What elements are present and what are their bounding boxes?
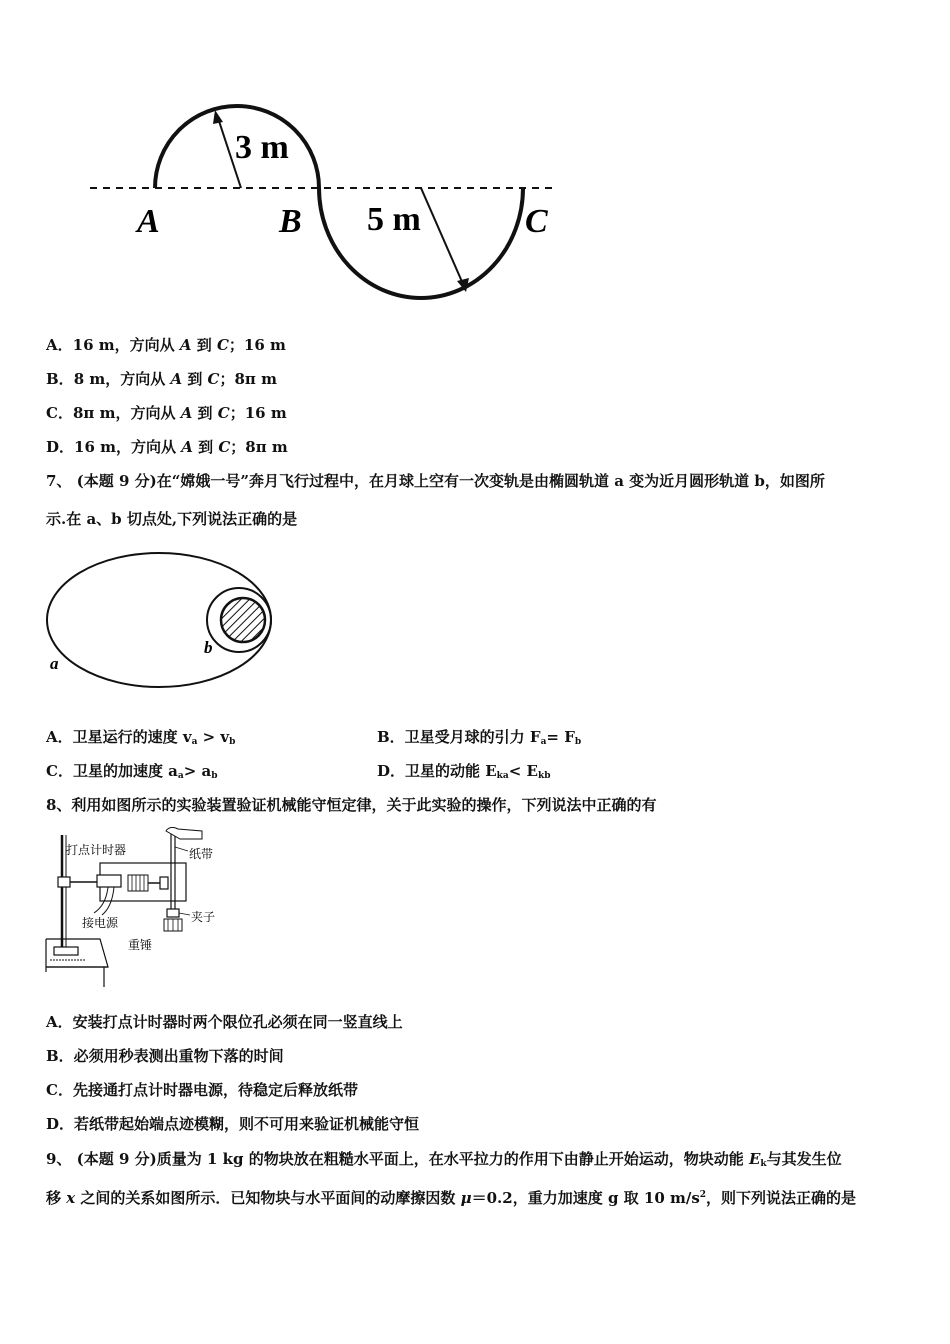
q7-option-d[interactable]: D．卫星的动能 $E_{ka}< E_{kb}$	[377, 762, 551, 781]
q6-option-d[interactable]: D．16 m，方向从 A 到 C；8π m	[46, 438, 288, 456]
q7-stem-line1: 7、 (本题 9 分)在“嫦娥一号”奔月飞行过程中，在月球上空有一次变轨是由椭圆轨道 a 变为近月圆形轨道 b，如图所	[46, 472, 825, 490]
moon	[221, 598, 265, 642]
point-b-label: B	[279, 203, 302, 240]
q8-option-a[interactable]: A．安装打点计时器时两个限位孔必须在同一竖直线上	[46, 1013, 403, 1031]
point-c-label: C	[525, 203, 548, 240]
orbit-figure	[40, 545, 280, 695]
q6-option-a[interactable]: A．16 m，方向从 A 到 C；16 m	[46, 336, 286, 354]
q7-stem-line2: 示.在 a、b 切点处,下列说法正确的是	[46, 510, 298, 528]
q9-stem-line1: 9、 (本题 9 分)质量为 1 kg 的物块放在粗糙水平面上，在水平拉力的作用下由静止开始运动，物块动能 $E_k$与其发生位	[46, 1150, 842, 1169]
arrowhead-3m	[213, 110, 223, 124]
label-weight: 重锤	[128, 938, 153, 952]
point-a-label: A	[137, 203, 160, 240]
q7-option-a[interactable]: A．卫星运行的速度 $v_a > v_b$	[46, 728, 236, 747]
label-timer: 打点计时器	[66, 843, 127, 857]
q6-option-c[interactable]: C．8π m，方向从 A 到 C；16 m	[46, 404, 287, 422]
q7-option-c[interactable]: C．卫星的加速度 $a_a> a_b$	[46, 762, 218, 781]
orbit-b-label: b	[204, 638, 213, 657]
q8-option-d[interactable]: D．若纸带起始端点迹模糊，则不可用来验证机械能守恒	[46, 1115, 420, 1133]
label-3m: 3 m	[235, 129, 289, 166]
q8-stem: 8、利用如图所示的实验装置验证机械能守恒定律，关于此实验的操作，下列说法中正确的有	[46, 796, 657, 814]
q6-option-b[interactable]: B．8 m，方向从 A 到 C；8π m	[46, 370, 278, 388]
q8-option-c[interactable]: C．先接通打点计时器电源，待稳定后释放纸带	[46, 1081, 358, 1099]
label-tape: 纸带	[189, 847, 214, 861]
path-figure	[85, 100, 565, 315]
orbit-a-label: a	[50, 654, 59, 673]
label-power: 接电源	[82, 916, 119, 930]
q8-option-b[interactable]: B．必须用秒表测出重物下落的时间	[46, 1047, 284, 1065]
label-5m: 5 m	[367, 201, 421, 238]
label-clip: 夹子	[191, 910, 216, 924]
apparatus-figure	[42, 827, 222, 992]
q7-option-b[interactable]: B．卫星受月球的引力 $F_a= F_b$	[377, 728, 582, 747]
radius-arrow-5m	[421, 188, 463, 284]
lower-semicircle	[319, 188, 523, 298]
q9-stem-line2: 移 x 之间的关系如图所示．已知物块与水平面间的动摩擦因数 μ＝0.2，重力加速度 g 取 10 $m/s^2$，则下列说法正确的是	[46, 1189, 857, 1207]
